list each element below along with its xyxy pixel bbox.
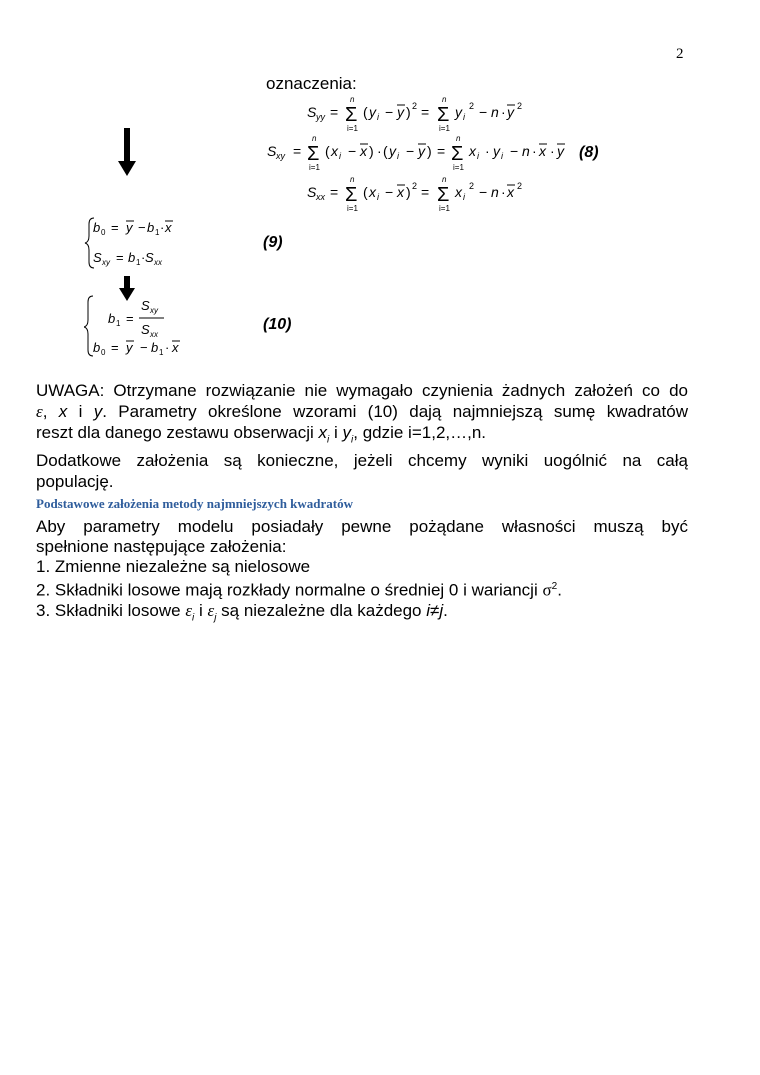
svg-text:xx: xx <box>154 258 162 267</box>
formula-syy <box>307 95 522 133</box>
svg-text:Σ: Σ <box>345 184 358 206</box>
svg-text:2: 2 <box>517 181 523 191</box>
svg-text:yy: yy <box>316 112 325 122</box>
svg-text:y: y <box>126 340 133 355</box>
svg-text:(: ( <box>363 104 368 120</box>
svg-text:·: · <box>501 104 506 120</box>
svg-text:=: = <box>437 143 446 159</box>
svg-text:y: y <box>369 104 376 120</box>
formula-sxy <box>267 134 565 172</box>
svg-text:): ) <box>369 143 374 159</box>
svg-text:x: x <box>369 184 376 200</box>
svg-text:0: 0 <box>101 228 106 237</box>
formula-b0-line <box>93 220 173 237</box>
svg-text:i=1: i=1 <box>347 124 358 133</box>
svg-text:=: = <box>111 340 119 355</box>
svg-text:i: i <box>463 192 465 202</box>
svg-text:S: S <box>267 143 277 159</box>
svg-text:·: · <box>550 143 555 159</box>
list-item: 1. Zmienne niezależne są nielosowe <box>36 557 311 576</box>
notation-label: oznaczenia: <box>266 74 357 93</box>
svg-text:x: x <box>360 143 367 159</box>
svg-text:xx: xx <box>316 192 325 202</box>
svg-text:xy: xy <box>102 258 110 267</box>
svg-text:b: b <box>128 250 136 265</box>
svg-text:−: − <box>510 143 519 159</box>
svg-text:Σ: Σ <box>437 104 450 126</box>
formula-sxy-line <box>93 250 163 267</box>
svg-text:2: 2 <box>412 101 418 111</box>
down-arrow-icon <box>117 128 137 178</box>
svg-text:=: = <box>111 220 119 235</box>
svg-text:i: i <box>477 151 479 161</box>
svg-text:=: = <box>293 143 302 159</box>
svg-text:Σ: Σ <box>451 143 464 165</box>
svg-text:2: 2 <box>412 181 418 191</box>
svg-text:=: = <box>330 104 339 120</box>
svg-text:=: = <box>116 250 124 265</box>
svg-text:y: y <box>455 104 462 120</box>
formula-sxx <box>307 175 522 213</box>
svg-text:n: n <box>442 175 447 184</box>
svg-text:n: n <box>522 143 530 159</box>
svg-text:·: · <box>165 340 170 355</box>
svg-text:y: y <box>126 220 133 235</box>
formula-b0-line <box>93 340 180 357</box>
svg-text:xy: xy <box>150 306 158 315</box>
svg-text:n: n <box>491 104 499 120</box>
svg-text:−: − <box>138 220 146 235</box>
equation-number-8: (8) <box>579 144 599 161</box>
svg-text:n: n <box>491 184 499 200</box>
svg-text:i: i <box>463 112 465 122</box>
svg-text:1: 1 <box>159 348 164 357</box>
svg-text:i: i <box>377 112 379 122</box>
svg-text:i=1: i=1 <box>347 204 358 213</box>
svg-text:−: − <box>406 143 415 159</box>
svg-text:x: x <box>172 340 179 355</box>
assumptions-list <box>36 557 696 628</box>
note-line: populację. <box>36 472 114 492</box>
intro-line: Aby parametry modelu posiadały pewne pożądane własności muszą być <box>36 517 688 536</box>
note-paragraph <box>36 380 688 492</box>
svg-text:x: x <box>331 143 338 159</box>
svg-text:S: S <box>307 104 317 120</box>
svg-text:b: b <box>93 220 101 235</box>
svg-text:n: n <box>442 95 447 104</box>
svg-text:x: x <box>539 143 546 159</box>
svg-text:−: − <box>385 184 394 200</box>
svg-text:b: b <box>108 311 116 326</box>
svg-text:i=1: i=1 <box>439 124 450 133</box>
svg-text:xy: xy <box>276 151 285 161</box>
svg-text:y: y <box>507 104 514 120</box>
svg-text:xx: xx <box>150 330 158 339</box>
svg-text:): ) <box>427 143 432 159</box>
svg-text:x: x <box>507 184 514 200</box>
svg-text:=: = <box>421 104 430 120</box>
svg-text:x: x <box>455 184 462 200</box>
svg-text:1: 1 <box>136 258 141 267</box>
svg-text:·: · <box>501 184 506 200</box>
page-number: 2 <box>676 46 684 62</box>
formula-block-8 <box>255 94 615 220</box>
note-line: ε, x i y. Parametry określone wzorami (10) dają najmniejszą sumę kwadratów <box>36 402 688 421</box>
note-line: reszt dla danego zestawu obserwacji $x_i$ i $y_i$, gdzie i=1,2,…,n. <box>36 423 487 446</box>
svg-text:1: 1 <box>155 228 160 237</box>
formula-system-9 <box>84 214 204 272</box>
svg-text:y: y <box>557 143 564 159</box>
svg-text:b: b <box>93 340 101 355</box>
svg-text:−: − <box>140 340 148 355</box>
svg-text:Σ: Σ <box>437 184 450 206</box>
svg-text:=: = <box>330 184 339 200</box>
svg-text:S: S <box>93 250 102 265</box>
svg-text:): ) <box>406 104 411 120</box>
svg-text:·: · <box>377 143 382 159</box>
svg-text:i=1: i=1 <box>453 163 464 172</box>
svg-text:(: ( <box>325 143 330 159</box>
svg-text:i: i <box>501 151 503 161</box>
svg-text:S: S <box>307 184 317 200</box>
svg-text:2: 2 <box>517 101 523 111</box>
formula-b1-line <box>108 298 164 339</box>
section-intro <box>36 517 688 557</box>
svg-text:(: ( <box>383 143 388 159</box>
note-line: Dodatkowe założenia są konieczne, jeżeli chcemy wyniki uogólnić na całą <box>36 451 688 471</box>
svg-text:1: 1 <box>116 319 121 328</box>
svg-text:y: y <box>389 143 396 159</box>
svg-text:y: y <box>493 143 500 159</box>
list-item: 2. Składniki losowe mają rozkłady normalne o średniej 0 i wariancji $\sigma^2$. <box>36 580 562 600</box>
svg-text:y: y <box>397 104 404 120</box>
svg-text:): ) <box>406 184 411 200</box>
svg-text:S: S <box>141 298 150 313</box>
svg-text:S: S <box>141 322 150 337</box>
svg-text:2: 2 <box>469 181 475 191</box>
svg-text:Σ: Σ <box>307 143 320 165</box>
svg-text:x: x <box>165 220 172 235</box>
svg-text:n: n <box>456 134 461 143</box>
section-heading: Podstawowe założenia metody najmniejszych kwadratów <box>36 496 354 511</box>
svg-text:i=1: i=1 <box>439 204 450 213</box>
svg-text:2: 2 <box>469 101 475 111</box>
svg-text:i: i <box>339 151 341 161</box>
svg-text:i: i <box>397 151 399 161</box>
svg-text:b: b <box>147 220 155 235</box>
svg-text:·: · <box>141 250 146 265</box>
svg-text:·: · <box>485 143 490 159</box>
svg-text:−: − <box>348 143 357 159</box>
list-item: 3. Składniki losowe $\varepsilon_i$ i $\varepsilon_j$ są niezależne dla każdego i≠j. <box>36 600 448 624</box>
equation-number-10: (10) <box>263 316 292 333</box>
svg-text:(: ( <box>363 184 368 200</box>
svg-text:−: − <box>479 184 488 200</box>
svg-text:n: n <box>350 175 355 184</box>
svg-text:·: · <box>532 143 537 159</box>
svg-text:x: x <box>469 143 476 159</box>
equation-number-9: (9) <box>263 234 283 251</box>
intro-line: spełnione następujące założenia: <box>36 537 287 556</box>
svg-text:0: 0 <box>101 348 106 357</box>
svg-text:n: n <box>312 134 317 143</box>
svg-text:−: − <box>479 104 488 120</box>
svg-text:S: S <box>145 250 154 265</box>
svg-text:i=1: i=1 <box>309 163 320 172</box>
formula-system-10 <box>84 292 204 360</box>
svg-text:i: i <box>377 192 379 202</box>
svg-text:−: − <box>385 104 394 120</box>
svg-text:·: · <box>160 220 165 235</box>
svg-text:x: x <box>397 184 404 200</box>
svg-text:=: = <box>126 311 134 326</box>
note-line: UWAGA: Otrzymane rozwiązanie nie wymagało czynienia żadnych założeń co do <box>36 381 688 400</box>
svg-text:y: y <box>418 143 425 159</box>
svg-text:n: n <box>350 95 355 104</box>
svg-text:=: = <box>421 184 430 200</box>
svg-text:Σ: Σ <box>345 104 358 126</box>
svg-text:b: b <box>151 340 159 355</box>
